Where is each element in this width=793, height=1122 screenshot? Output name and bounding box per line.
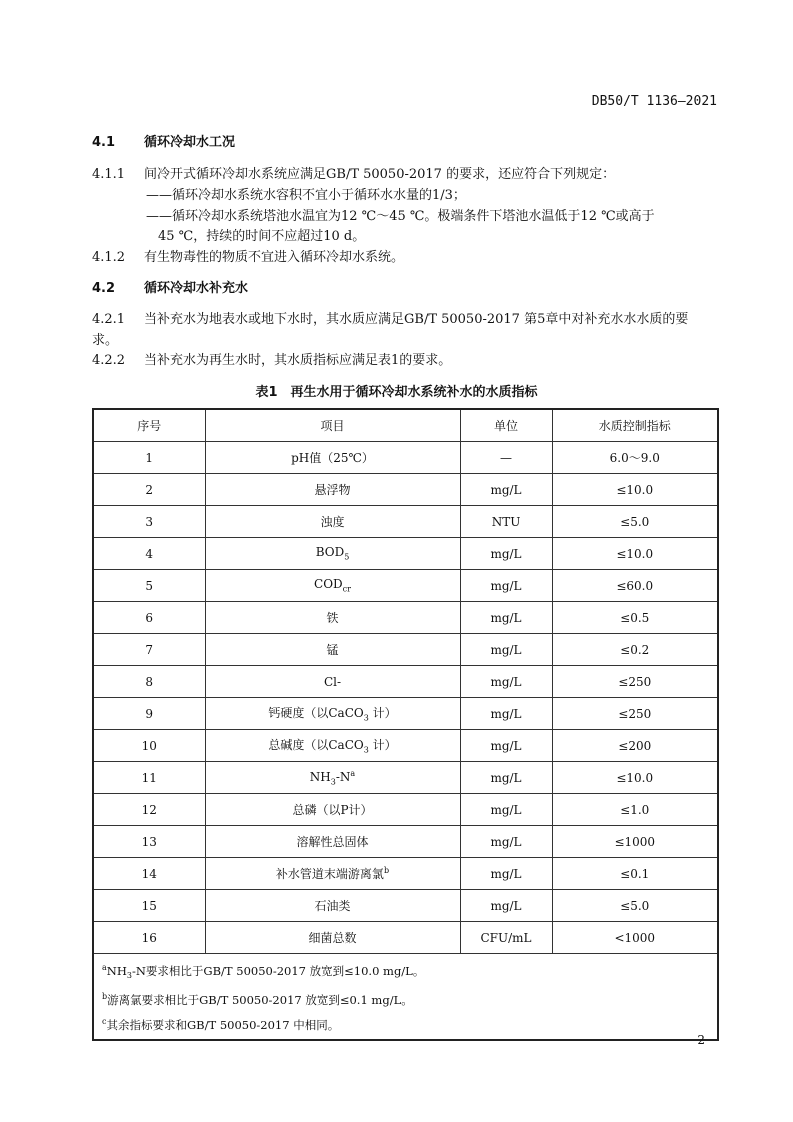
cell-limit: ≤60.0 [552,570,718,602]
cell-item [205,890,460,922]
water-quality-table [92,408,719,1041]
clause-4-2-2 [92,349,451,368]
footnote [102,986,709,1011]
table-row [93,634,718,666]
item-name: 浊度 [320,515,345,529]
item-name: 总磷（以P计） [292,803,373,817]
cell-limit: ≤0.1 [552,858,718,890]
table-row [93,922,718,954]
cell-number: 3 [93,506,205,538]
cell-limit: ≤0.2 [552,634,718,666]
cell-limit: ≤5.0 [552,506,718,538]
clause-4-1-2 [92,246,404,265]
cell-limit: ≤10.0 [552,538,718,570]
item-name: 石油类 [314,899,351,913]
cell-unit: mg/L [460,538,552,570]
footnote [102,1011,709,1036]
section-title: 循环冷却水工况 [144,135,236,150]
cell-unit: CFU/mL [460,922,552,954]
cell-number: 7 [93,634,205,666]
cell-number: 14 [93,858,205,890]
cell-limit: ≤1.0 [552,794,718,826]
clause-text: 当补充水为地表水或地下水时，其水质应满足GB/T 50050-2017 第5章中对补充水水水质的要 [144,312,689,327]
item-subscript: 3 [363,745,369,755]
cell-unit: — [460,442,552,474]
item-name: 悬浮物 [314,483,351,497]
table-row [93,730,718,762]
list-item: ——循环冷却水系统塔池水温宜为12 ℃～45 ℃。极端条件下塔池水温低于12 ℃或高于 [146,209,655,224]
table-header-row [93,409,718,442]
cell-unit: mg/L [460,634,552,666]
cell-item [205,666,460,698]
cell-limit: ≤0.5 [552,602,718,634]
footnote-mark: b [102,992,108,1002]
item-name: pH值（25℃） [291,451,374,465]
table-row [93,474,718,506]
cell-item [205,698,460,730]
table-row [93,858,718,890]
cell-number: 12 [93,794,205,826]
item-name: 锰 [326,643,339,657]
section-title: 循环冷却水补充水 [144,281,249,296]
cell-item [205,506,460,538]
clause-continuation: 求。 [92,333,119,348]
table-row [93,794,718,826]
item-name: 铁 [326,611,339,625]
footnote-text: 游离氯要求相比于GB/T 50050-2017 放宽到≤0.1 mg/L。 [107,992,413,1007]
item-name: 补水管道末端游离氯 [275,867,384,881]
table-row [93,666,718,698]
clause-text: 间冷开式循环冷却水系统应满足GB/T 50050-2017 的要求，还应符合下列规定： [144,167,616,182]
item-name: 细菌总数 [308,931,357,945]
clause-number: 4.2.1 [92,312,126,327]
cell-unit: mg/L [460,570,552,602]
column-header: 项目 [205,409,460,442]
cell-limit: ≤250 [552,666,718,698]
cell-unit: mg/L [460,794,552,826]
cell-unit: mg/L [460,826,552,858]
cell-item [205,794,460,826]
document-code: DB50/T 1136—2021 [591,94,717,109]
cell-number: 5 [93,570,205,602]
cell-unit: mg/L [460,474,552,506]
clause-4-1-1 [92,163,615,182]
item-name: 钙硬度（以CaCO [268,706,364,721]
cell-unit: mg/L [460,602,552,634]
cell-number: 15 [93,890,205,922]
cell-item [205,442,460,474]
table-row [93,570,718,602]
item-name: NH [309,769,331,784]
clause-number: 4.1.2 [92,250,126,265]
cell-item [205,602,460,634]
cell-number: 2 [93,474,205,506]
footnote-prefix: NH [106,963,127,978]
cell-limit: ≤5.0 [552,890,718,922]
table-row [93,890,718,922]
cell-limit: <1000 [552,922,718,954]
item-name: Cl- [323,674,342,689]
list-item: ——循环冷却水系统水容积不宜小于循环水水量的1/3； [146,188,466,203]
section-heading-4-2 [92,277,248,296]
clause-4-2-1 [92,308,688,327]
cell-item [205,858,460,890]
cell-number: 4 [93,538,205,570]
item-name: 溶解性总固体 [296,835,369,849]
item-subscript: 5 [344,552,350,562]
clause-number: 4.2.2 [92,353,126,368]
column-header: 序号 [93,409,205,442]
item-suffix: -N [335,769,351,784]
cell-unit: NTU [460,506,552,538]
section-number: 4.2 [92,281,116,296]
cell-item [205,922,460,954]
cell-limit: ≤10.0 [552,762,718,794]
item-suffix: 计） [368,706,397,721]
cell-number: 16 [93,922,205,954]
cell-item [205,634,460,666]
cell-unit: mg/L [460,666,552,698]
cell-number: 10 [93,730,205,762]
table-caption: 表1 再生水用于循环冷却水系统补水的水质指标 [255,385,538,400]
table-row [93,602,718,634]
table-row [93,506,718,538]
item-footnote-mark: a [350,768,356,778]
cell-item [205,474,460,506]
item-suffix: 计） [368,738,397,753]
list-item-continuation: 45 ℃，持续的时间不应超过10 d。 [158,229,366,244]
footnote-mark: a [102,963,107,972]
item-name: BOD [315,545,345,560]
table-row [93,538,718,570]
cell-item [205,570,460,602]
table-row [93,762,718,794]
cell-number: 13 [93,826,205,858]
cell-limit: ≤200 [552,730,718,762]
clause-text: 有生物毒性的物质不宜进入循环冷却水系统。 [144,250,405,265]
page-number: 2 [697,1033,705,1047]
footnote-subscript: 3 [126,971,132,981]
cell-unit: mg/L [460,858,552,890]
item-subscript: 3 [363,713,369,723]
column-header: 单位 [460,409,552,442]
item-subscript: 3 [330,777,336,787]
cell-item [205,762,460,794]
cell-unit: mg/L [460,730,552,762]
cell-unit: mg/L [460,890,552,922]
item-name: COD [314,577,343,592]
cell-unit: mg/L [460,698,552,730]
cell-limit: ≤10.0 [552,474,718,506]
footnote-mark: c [102,1016,107,1026]
cell-number: 11 [93,762,205,794]
cell-number: 9 [93,698,205,730]
footnote [102,957,709,986]
item-footnote-mark: b [383,866,390,875]
cell-item [205,538,460,570]
cell-item [205,730,460,762]
footnotes-cell [93,954,718,1040]
section-number: 4.1 [92,135,116,150]
cell-number: 8 [93,666,205,698]
table-footnotes [93,954,718,1040]
column-header: 水质控制指标 [552,409,718,442]
item-subscript: cr [342,584,351,594]
table-row [93,698,718,730]
table-row [93,442,718,474]
cell-item [205,826,460,858]
cell-unit: mg/L [460,762,552,794]
cell-limit: ≤1000 [552,826,718,858]
cell-limit: 6.0～9.0 [552,442,718,474]
section-heading-4-1 [92,131,235,150]
table-row [93,826,718,858]
cell-limit: ≤250 [552,698,718,730]
item-name: 总碱度（以CaCO [268,738,364,753]
footnote-text: -N要求相比于GB/T 50050-2017 放宽到≤10.0 mg/L。 [131,963,425,978]
cell-number: 1 [93,442,205,474]
footnote-text: 其余指标要求和GB/T 50050-2017 中相同。 [106,1017,340,1032]
clause-number: 4.1.1 [92,167,126,182]
clause-text: 当补充水为再生水时，其水质指标应满足表1的要求。 [144,353,452,368]
cell-number: 6 [93,602,205,634]
